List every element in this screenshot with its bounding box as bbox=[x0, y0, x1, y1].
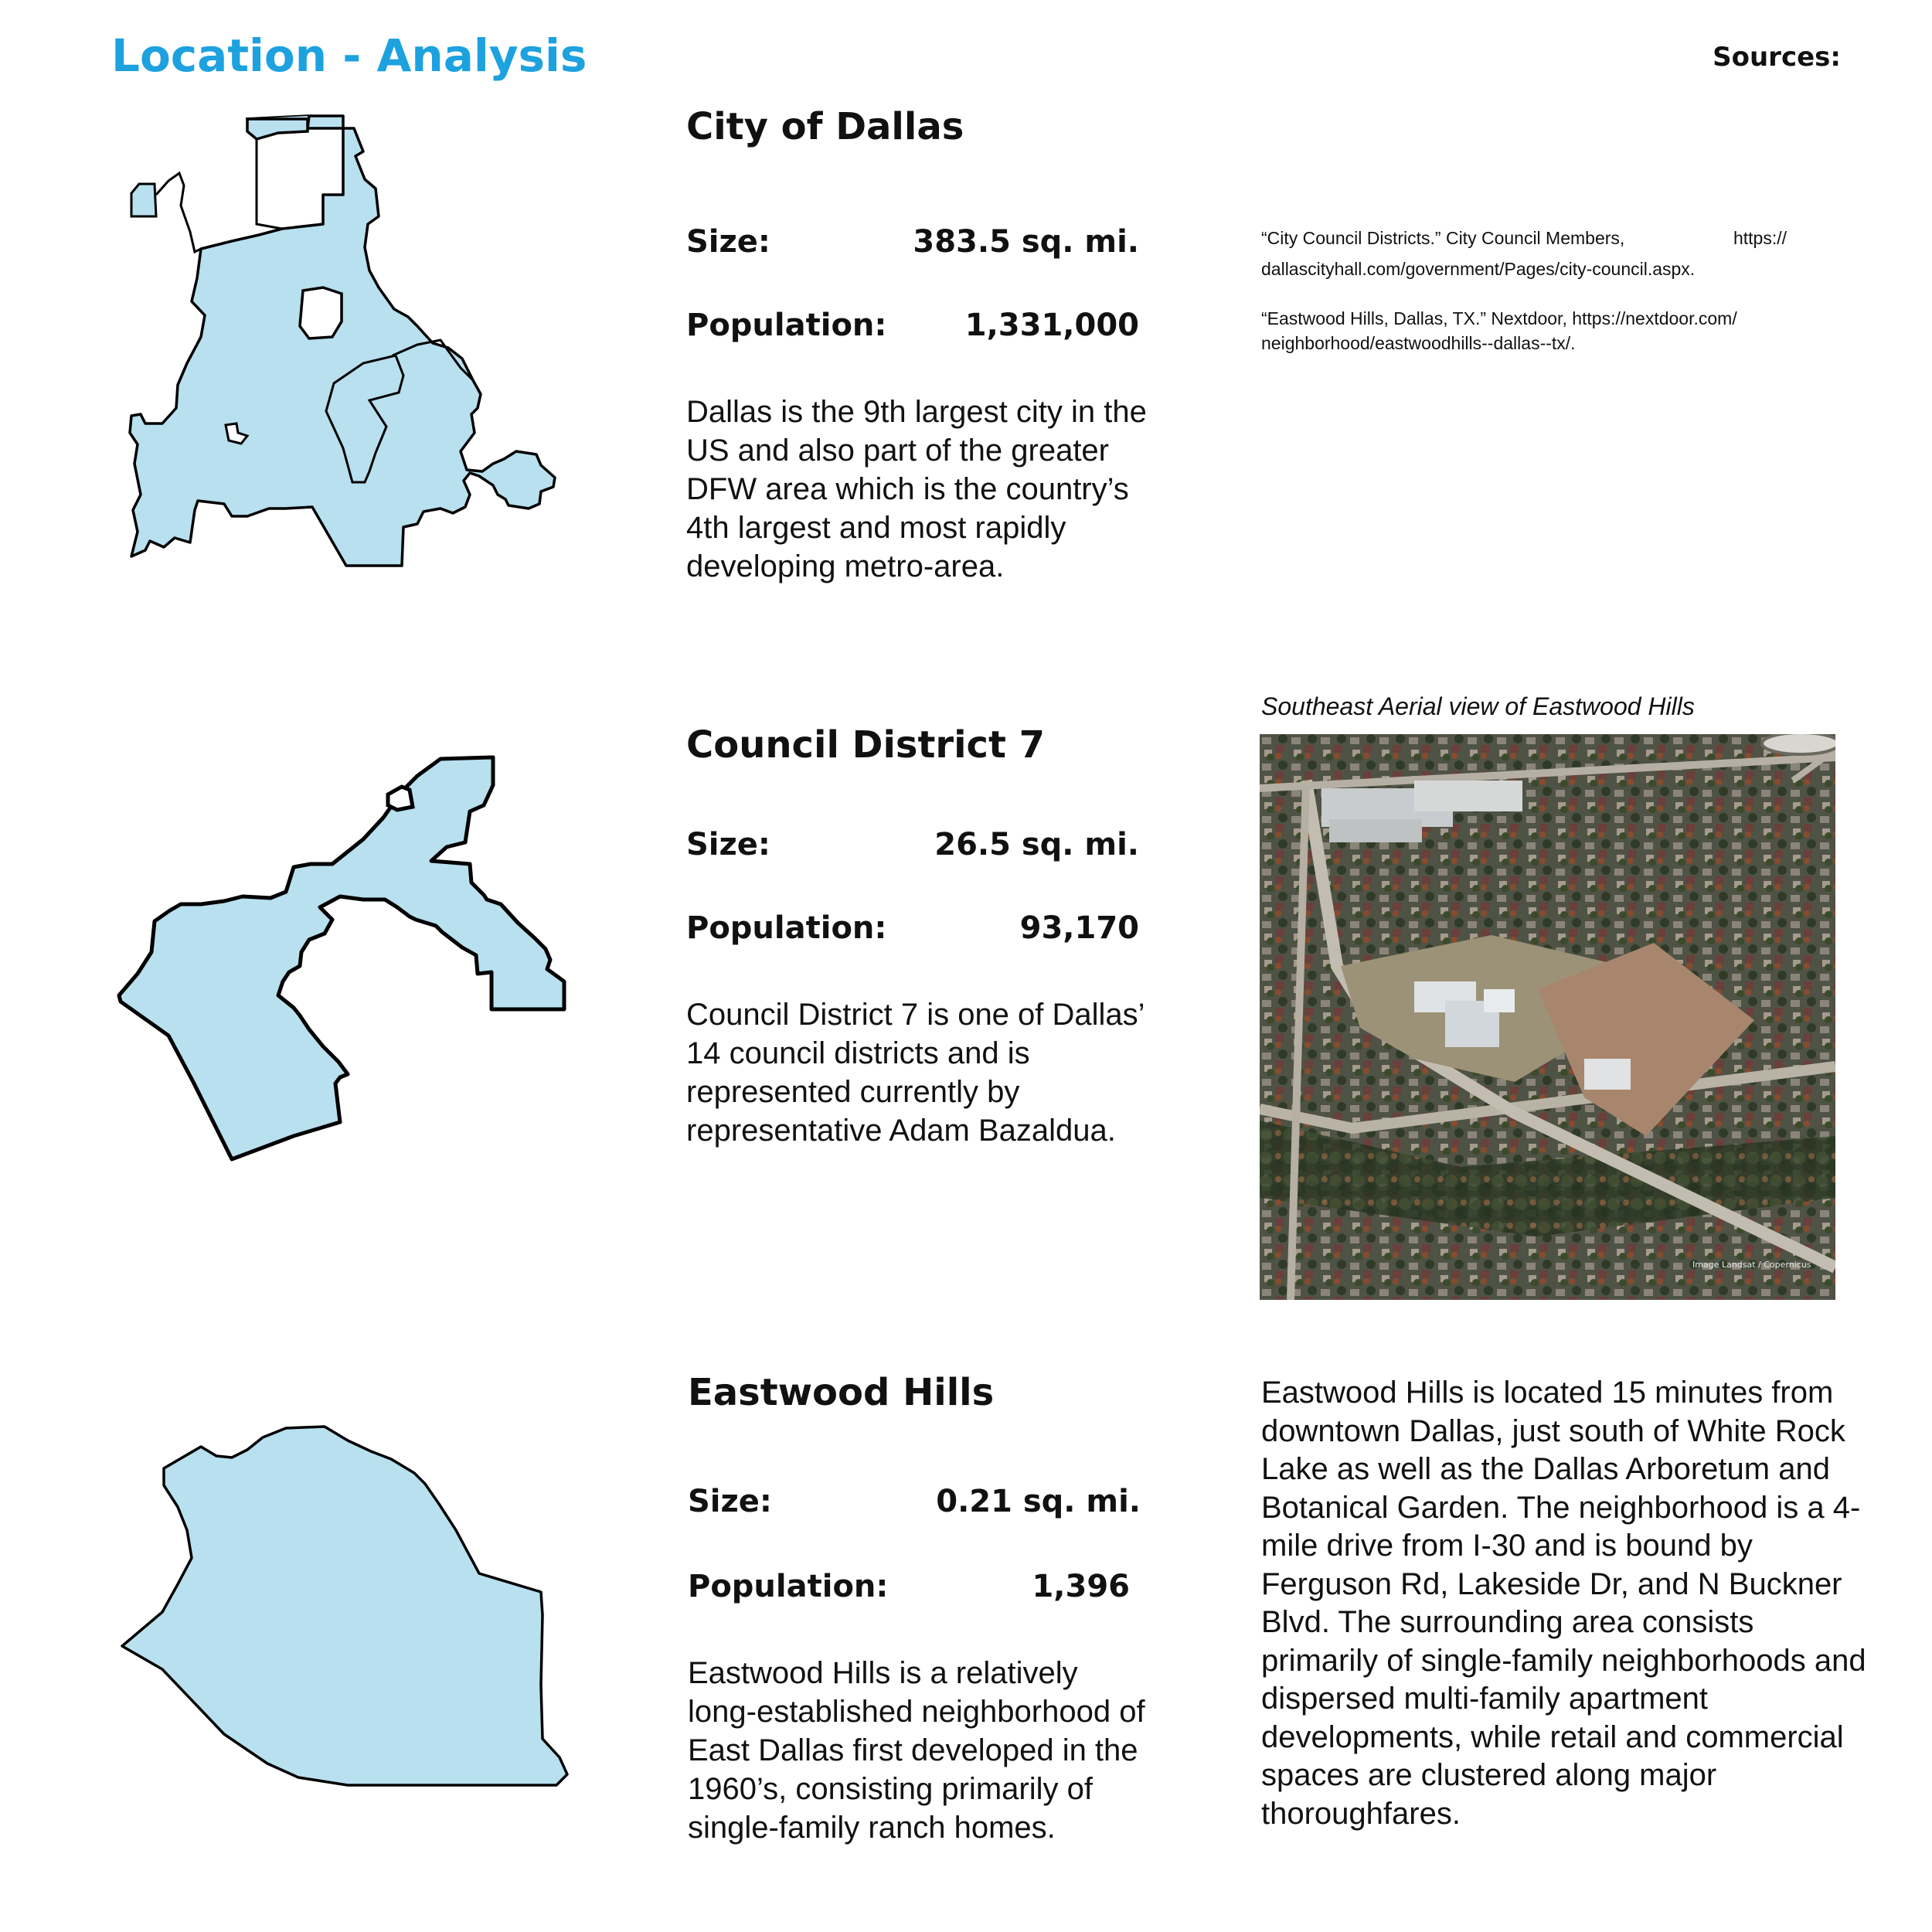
sources-heading: Sources: bbox=[1713, 42, 1841, 73]
page-title: Location - Analysis bbox=[111, 29, 587, 82]
aerial-watermark: Image Landsat / Copernicus bbox=[1692, 1260, 1811, 1270]
eastwood-location-paragraph: Eastwood Hills is located 15 minutes from downtown Dallas, just south of White Rock Lake as well as the Dallas Arboretum and Botanical Garden. The neighborhood is a 4-mile drive from I-30 and is bound by Ferguson Rd, Lakeside Dr, and N Buckner Blvd. The surrounding area consists primarily of single-family neighborhoods and dispersed multi-family apartment developments, while retail and commercial spaces are clustered along major thoroughfares. bbox=[1261, 1376, 1866, 1831]
source-1-citation: “City Council Districts.” City Council Members, bbox=[1261, 228, 1625, 248]
section-title-eastwood: Eastwood Hills bbox=[688, 1371, 995, 1414]
source-1-url-start[interactable]: https:// bbox=[1733, 228, 1787, 248]
district-7-outline-map bbox=[108, 750, 572, 1190]
size-value-district-7: 26.5 sq. mi. bbox=[934, 827, 1139, 862]
source-citation-2 bbox=[1261, 306, 1810, 355]
size-label-eastwood: Size: bbox=[688, 1484, 772, 1519]
population-value-dallas: 1,331,000 bbox=[964, 308, 1139, 343]
dallas-outline-map bbox=[124, 108, 572, 587]
source-citation-1 bbox=[1261, 223, 1810, 284]
size-label-dallas: Size: bbox=[686, 224, 770, 260]
section-title-dallas: City of Dallas bbox=[686, 105, 964, 148]
source-1-url[interactable]: dallascityhall.com/government/Pages/city-council.aspx. bbox=[1261, 259, 1696, 279]
source-2-citation: “Eastwood Hills, Dallas, TX.” Nextdoor, https://nextdoor.com/ bbox=[1261, 308, 1737, 328]
population-label-dallas: Population: bbox=[686, 308, 887, 343]
size-label-district-7: Size: bbox=[686, 827, 770, 862]
source-2-url[interactable]: neighborhood/eastwoodhills--dallas--tx/. bbox=[1261, 333, 1576, 353]
description-eastwood: Eastwood Hills is a relatively long-established neighborhood of East Dallas first developed in the 1960’s, consisting primarily of single-family ranch homes. bbox=[688, 1656, 1145, 1845]
eastwood-hills-outline-map bbox=[116, 1422, 580, 1824]
size-value-eastwood: 0.21 sq. mi. bbox=[936, 1484, 1141, 1519]
population-value-eastwood: 1,396 bbox=[1032, 1569, 1130, 1604]
aerial-caption: Southeast Aerial view of Eastwood Hills bbox=[1261, 692, 1695, 720]
description-dallas: Dallas is the 9th largest city in the US and also part of the greater DFW area which is the country’s 4th largest and most rapidly developing metro-area. bbox=[686, 395, 1147, 583]
size-value-dallas: 383.5 sq. mi. bbox=[913, 224, 1139, 260]
aerial-photo bbox=[1260, 734, 1835, 1300]
population-label-eastwood: Population: bbox=[688, 1569, 889, 1604]
population-label-district-7: Population: bbox=[686, 910, 887, 946]
description-district-7: Council District 7 is one of Dallas’ 14 council districts and is represented currently by representative Adam Bazaldua. bbox=[686, 998, 1145, 1148]
population-value-district-7: 93,170 bbox=[1019, 910, 1139, 946]
section-title-district-7: Council District 7 bbox=[686, 723, 1046, 767]
